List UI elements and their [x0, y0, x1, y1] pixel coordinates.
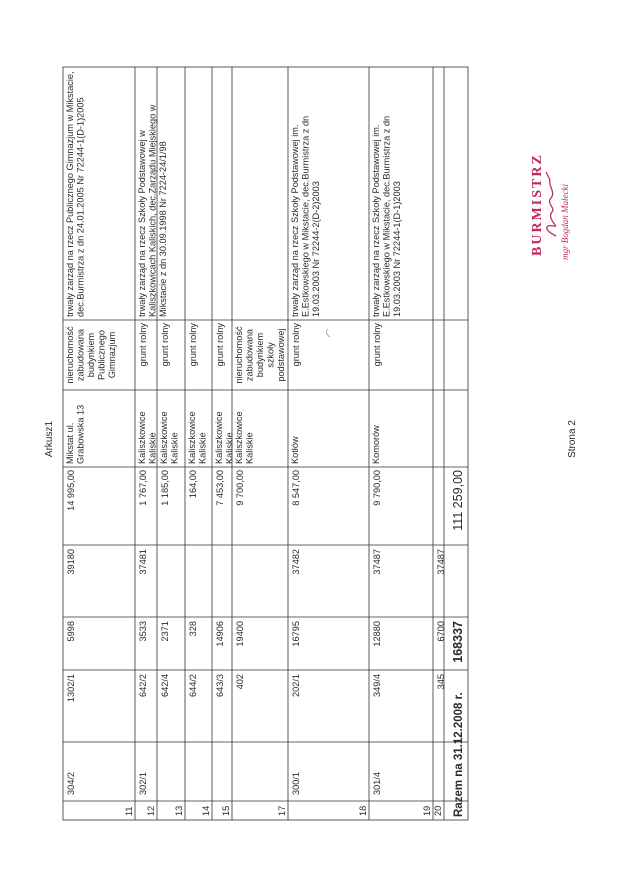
- stamp-name: mgr Bogdan Małecki: [560, 184, 570, 260]
- mayor-stamp: [528, 118, 578, 268]
- cell-value: 9 790,00: [372, 470, 382, 506]
- cell-precinct: 302/1: [138, 772, 148, 795]
- cell-value: 14 995,00: [66, 470, 76, 511]
- cell-description: nieruchomośćzabudowanabudynkiemszkołypodstawowej: [234, 326, 286, 384]
- cell-area: 16795: [291, 621, 301, 647]
- sheet-name: Arkusz1: [44, 420, 55, 458]
- stamp-title: BURMISTRZ: [530, 153, 545, 256]
- cell-area: 2371: [160, 621, 170, 642]
- cell-description: grunt rolny: [215, 323, 225, 367]
- cell-location: KaliszkowiceKaliskie: [187, 411, 208, 464]
- table-rotation-group: [44, 67, 578, 820]
- cell-value: 1 185,00: [160, 470, 170, 506]
- cell-lp: 18: [358, 805, 368, 816]
- cell-area: 12880: [372, 621, 382, 647]
- cell-area: 14906: [215, 621, 225, 647]
- cell-value: 164,00: [188, 470, 198, 499]
- cell-lp: 11: [124, 806, 134, 816]
- cell-location: KaliszkowiceKaliskie: [214, 411, 235, 464]
- cell-management: trwały zarząd na rzecz Szkoły Podstawowej wKaliszkowicach Kaliskich, dec.Zarządu Miejskiego wMikstacie z dn 30.09.1998 Nr 7224-24/1/98: [137, 104, 168, 317]
- cell-value: 7 453,00: [215, 470, 225, 506]
- cell-area: 5998: [66, 621, 76, 642]
- cell-kw-number: 37481: [138, 549, 148, 575]
- cell-precinct: 300/1: [291, 772, 301, 795]
- cell-precinct: 301/4: [372, 772, 382, 795]
- total-value: 111 259,00: [451, 470, 465, 531]
- cell-plot-number: 644/2: [188, 674, 198, 697]
- cell-area: 3533: [138, 621, 148, 642]
- cell-location: Mikstat ul.Grabowska 13: [65, 404, 86, 464]
- cell-plot-number: 202/1: [291, 674, 301, 697]
- cell-value: 1 767,00: [138, 470, 148, 506]
- cell-plot-number: 402: [235, 674, 245, 690]
- table-grid: [63, 67, 468, 820]
- cell-management: trwały zarząd na rzecz Szkoły Podstawowej im.E.Estkowskiego w Mikstacie, dec.Burmistrza z dn19.03.2003 Nr 72244-1(D-1)2003: [371, 115, 402, 317]
- cell-kw-number: 37482: [291, 549, 301, 575]
- cell-area: 6700: [436, 621, 446, 642]
- cell-plot-number: 643/3: [215, 674, 225, 697]
- cell-description: grunt rolny: [138, 323, 148, 367]
- cell-location: Kotłów: [290, 436, 300, 464]
- cell-plot-number: 642/2: [138, 674, 148, 697]
- cell-precinct: 304/2: [66, 772, 76, 795]
- total-label: Razem na 31.12.2008 r.: [453, 692, 465, 817]
- cell-lp: 20: [433, 805, 443, 816]
- cell-lp: 13: [174, 805, 184, 816]
- cell-location: Komorów: [371, 425, 381, 464]
- cell-description: grunt rolny: [188, 323, 198, 367]
- cell-plot-number: 1302/1: [66, 674, 76, 703]
- cell-lp: 14: [201, 805, 211, 816]
- cell-kw-number: 37487: [436, 549, 446, 575]
- cell-lp: 12: [146, 805, 156, 816]
- handwritten-signature: [542, 168, 562, 238]
- cell-management: trwały zarząd na rzecz Publicznego Gimnazjum w Mikstacie,dec.Burmistrza z dn 24.01.2005 Nr 72244-1(D-1)2005: [65, 71, 86, 317]
- cell-description: grunt rolny: [160, 323, 170, 367]
- cell-lp: 17: [277, 805, 287, 816]
- scan-mark: [326, 329, 330, 337]
- cell-plot-number: 345: [436, 674, 446, 690]
- cell-kw-number: 39180: [66, 549, 76, 575]
- cell-plot-number: 642/4: [160, 674, 170, 697]
- cell-plot-number: 349/4: [372, 674, 382, 697]
- cell-description: nieruchomośćzabudowanabudynkiemPublicznegoGimnazjum: [65, 326, 117, 384]
- cell-value: 8 547,00: [291, 470, 301, 506]
- cell-location: KaliszkowiceKaliskie: [234, 411, 255, 464]
- cell-lp: 15: [221, 805, 231, 816]
- cell-location: KaliszkowiceKaliskie: [137, 411, 158, 464]
- total-area: 168337: [451, 621, 465, 663]
- cell-lp: 19: [422, 805, 432, 816]
- cell-value: 9 700,00: [235, 470, 245, 506]
- cell-area: 19400: [235, 621, 245, 647]
- page-number: Strona 2: [567, 420, 578, 458]
- cell-area: 328: [188, 621, 198, 637]
- cell-location: KaliszkowiceKaliskie: [159, 411, 180, 464]
- cell-description: grunt rolny: [372, 323, 382, 367]
- cell-description: grunt rolny: [291, 323, 301, 367]
- cell-kw-number: 37487: [372, 549, 382, 575]
- cell-management: trwały zarząd na rzecz Szkoły Podstawowej im.E.Estkowskiego w Mikstacie, dec.Burmistrza z dn19.03.2003 Nr 72244-2(D-2)2003: [290, 115, 321, 317]
